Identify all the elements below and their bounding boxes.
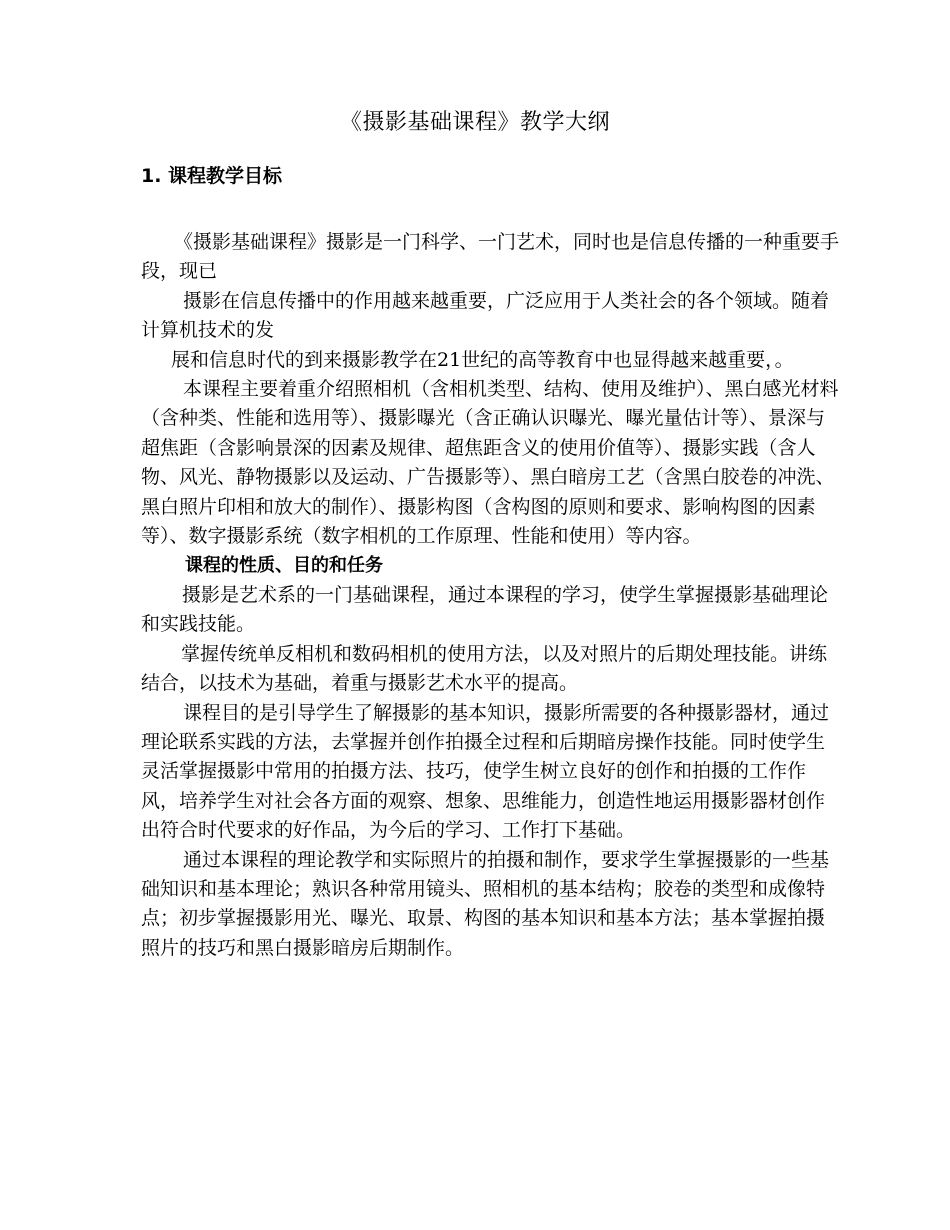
intro-paragraph-2: 摄影在信息传播中的作用越来越重要，广泛应用于人类社会的各个领域。随着计算机技术的发 [141,289,830,342]
purpose-paragraph: 课程目的是引导学生了解摄影的基本知识，摄影所需要的各种摄影器材，通过理论联系实践的方法，去掌握并创作拍摄全过程和后期暗房操作技能。同时使学生灵活掌握摄影中常用的拍摄方法、技巧，使学生树立良好的创作和拍摄的工作作风，培养学生对社会各方面的观察、想象、思维能力，创造性地运用摄影器材创作出符合时代要求的好作品，为今后的学习、工作打下基础。 [141,701,830,842]
content-paragraph: 本课程主要着重介绍照相机（含相机类型、结构、使用及维护）、黑白感光材料（含种类、性能和选用等）、摄影曝光（含正确认识曝光、曝光量估计等）、景深与超焦距（含影响景深的因素及规律、超焦距含义的使用价值等）、摄影实践（含人物、风光、静物摄影以及运动、广告摄影等）、黑白暗房工艺（含黑白胶卷的冲洗、黑白照片印相和放大的制作）、摄影构图（含构图的原则和要求、影响构图的因素等）、数字摄影系统（数字相机的工作原理、性能和使用）等内容。 [141,378,839,548]
requirement-paragraph: 通过本课程的理论教学和实际照片的拍摄和制作，要求学生掌握摄影的一些基础知识和基本理论；熟识各种常用镜头、照相机的基本结构；胶卷的类型和成像特点；初步掌握摄影用光、曝光、取景、构图的基本知识和基本方法；基本掌握拍摄照片的技巧和黑白摄影暗房后期制作。 [141,848,830,959]
section-heading-course-objectives: 1. 课程教学目标 [141,165,283,187]
document-title: 《摄影基础课程》教学大纲 [339,110,610,135]
nature-paragraph: 摄影是艺术系的一门基础课程，通过本课程的学习，使学生掌握摄影基础理论和实践技能。 [141,583,829,636]
document-body [141,228,841,963]
intro-paragraph-3: 展和信息时代的到来摄影教学在21世纪的高等教育中也显得越来越重要，。 [171,348,794,371]
skills-paragraph: 掌握传统单反相机和数码相机的使用方法，以及对照片的后期处理技能。讲练结合，以技术为基础，着重与摄影艺术水平的提高。 [141,642,828,695]
subsection-heading-nature-purpose: 课程的性质、目的和任务 [185,555,383,577]
intro-paragraph-1: 《摄影基础课程》摄影是一门科学、一门艺术，同时也是信息传播的一种重要手段，现已 [141,231,840,283]
